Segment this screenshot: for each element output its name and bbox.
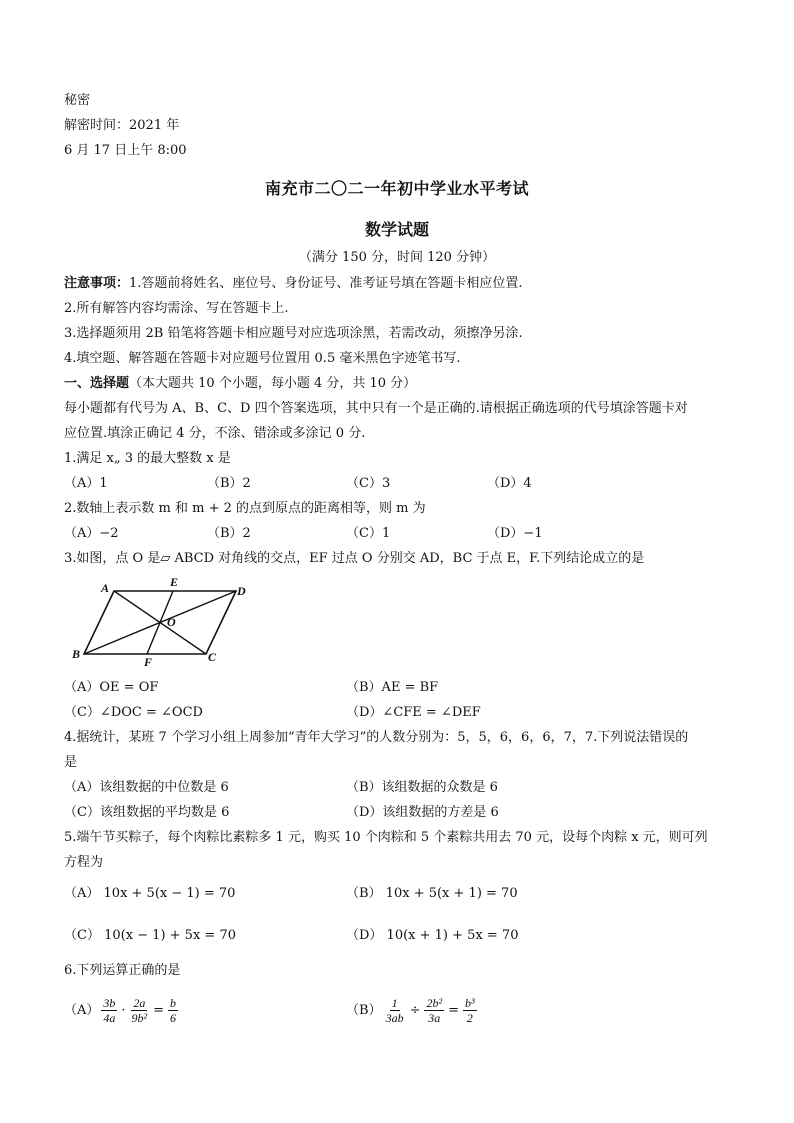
q6-b-fraction-3: [463, 996, 477, 1025]
section1-heading: [64, 376, 416, 392]
declass-time-line2: 6 月 17 日上午 8:00: [64, 143, 187, 158]
point-label-f: F: [144, 655, 153, 669]
section1-label: 一、选择题: [64, 376, 130, 391]
q1-stem: 1.满足 x„ 3 的最大整数 x 是: [64, 451, 231, 466]
note-2: 2.所有解答内容均需涂、写在答题卡上.: [64, 301, 289, 316]
q2-option-b: （B）2: [207, 526, 251, 541]
section1-desc: （本大题共 10 个小题，每小题 4 分，共 10 分）: [129, 376, 417, 391]
q6-a-f1-numerator: 3b: [103, 996, 116, 1010]
q6-b-f3-numerator: b³: [464, 996, 475, 1010]
exam-info: （满分 150 分，时间 120 分钟）: [298, 250, 496, 265]
q4-option-a: （A）该组数据的中位数是 6: [64, 780, 229, 795]
q6-option-a: [64, 996, 180, 1025]
q5-option-a: （A） 10x + 5(x − 1) = 70: [64, 886, 236, 901]
q4-stem-line2: 是: [64, 755, 78, 770]
note-4: 4.填空题、解答题在答题卡对应题号位置用 0.5 毫米黑色字迹笔书写.: [64, 351, 461, 366]
q6-a-f2-denominator: 9b²: [131, 1011, 148, 1025]
note-3: 3.选择题须用 2B 铅笔将答题卡相应题号对应选项涂黑，若需改动，须擦净另涂.: [64, 326, 523, 341]
declass-time-line1: 解密时间：2021 年: [64, 118, 180, 133]
exam-subject: 数学试题: [364, 220, 429, 239]
q4-option-b: （B）该组数据的众数是 6: [346, 780, 498, 795]
q4-stem-line1: 4.据统计，某班 7 个学习小组上周参加“青年大学习”的人数分别为：5，5，6，6，6，7，7.下列说法错误的: [64, 730, 689, 745]
q6-a-f2-numerator: 2a: [133, 996, 146, 1010]
vertex-label-a: A: [101, 581, 110, 595]
q1-option-c: （C）3: [346, 476, 391, 491]
section1-intro-line1: 每小题都有代号为 A、B、C、D 四个答案选项，其中只有一个是正确的.请根据正确选项的代号填涂答题卡对: [64, 401, 688, 416]
q6-a-equals: =: [153, 1002, 165, 1018]
q3-stem: 3.如图，点 O 是▱ ABCD 对角线的交点，EF 过点 O 分别交 AD，BC 于点 E，F.下列结论成立的是: [64, 551, 645, 566]
parallelogram-figure: [64, 574, 264, 674]
q6-b-divide: ÷: [409, 1002, 421, 1018]
q6-a-f3-numerator: b: [170, 996, 177, 1010]
q6-a-f3-denominator: 6: [170, 1011, 177, 1025]
q6-a-f1-denominator: 4a: [103, 1011, 116, 1025]
secret-label: 秘密: [64, 93, 91, 108]
vertex-label-c: C: [208, 650, 217, 664]
q2-option-c: （C）1: [346, 526, 391, 541]
q4-option-d: （D）该组数据的方差是 6: [346, 805, 499, 820]
q3-option-c: （C）∠DOC = ∠OCD: [64, 705, 203, 720]
section1-intro-line2: 应位置.填涂正确记 4 分，不涂、错涂或多涂记 0 分.: [64, 426, 366, 441]
q6-b-f1-denominator: 3ab: [385, 1011, 404, 1025]
q6-a-fraction-2: [130, 996, 150, 1025]
q2-stem: 2.数轴上表示数 m 和 m + 2 的点到原点的距离相等，则 m 为: [64, 501, 426, 516]
q6-b-equals: =: [448, 1002, 459, 1018]
point-label-o: O: [167, 615, 176, 629]
q3-option-d: （D）∠CFE = ∠DEF: [346, 705, 481, 720]
note-1: 1.答题前将姓名、座位号、身份证号、准考证号填在答题卡相应位置.: [129, 276, 523, 291]
q6-b-f2-denominator: 3a: [428, 1011, 441, 1025]
q2-option-d: （D）−1: [487, 526, 543, 541]
notes-line1: [64, 276, 523, 292]
q1-option-d: （D）4: [487, 476, 532, 491]
q6-b-f3-denominator: 2: [466, 1011, 473, 1025]
q1-option-a: （A）1: [64, 476, 108, 491]
q6-a-label: （A）: [64, 1002, 100, 1018]
vertex-label-d: D: [237, 584, 246, 598]
q6-b-f2-numerator: 2b²: [426, 996, 443, 1010]
exam-title: 南充市二〇二一年初中学业水平考试: [264, 179, 529, 198]
q5-option-c: （C） 10(x − 1) + 5x = 70: [64, 928, 236, 943]
q3-option-a: （A）OE = OF: [64, 680, 159, 695]
notes-label: 注意事项：: [64, 276, 130, 291]
q6-b-fraction-2: [424, 996, 444, 1025]
q6-stem: 6.下列运算正确的是: [64, 963, 181, 978]
vertex-label-b: B: [72, 647, 81, 661]
q2-option-a: （A）−2: [64, 526, 119, 541]
q6-option-b: [346, 996, 479, 1025]
q6-a-fraction-1: [101, 996, 117, 1025]
q1-option-b: （B）2: [207, 476, 251, 491]
q6-b-label: （B）: [346, 1002, 382, 1018]
q5-option-b: （B） 10x + 5(x + 1) = 70: [346, 886, 518, 901]
q6-b-f1-numerator: 1: [391, 996, 398, 1010]
q5-option-d: （D） 10(x + 1) + 5x = 70: [346, 928, 519, 943]
q6-a-dot: ·: [121, 1002, 126, 1018]
q3-option-b: （B）AE = BF: [346, 680, 439, 695]
q5-stem-line1: 5.端午节买粽子，每个肉粽比素粽多 1 元，购买 10 个肉粽和 5 个素粽共用去 70 元，设每个肉粽 x 元，则可列: [64, 830, 708, 845]
point-label-e: E: [170, 575, 179, 589]
q6-a-fraction-3: [168, 996, 178, 1025]
q4-option-c: （C）该组数据的平均数是 6: [64, 805, 230, 820]
q5-stem-line2: 方程为: [64, 855, 104, 870]
q6-b-fraction-1: [384, 996, 406, 1025]
